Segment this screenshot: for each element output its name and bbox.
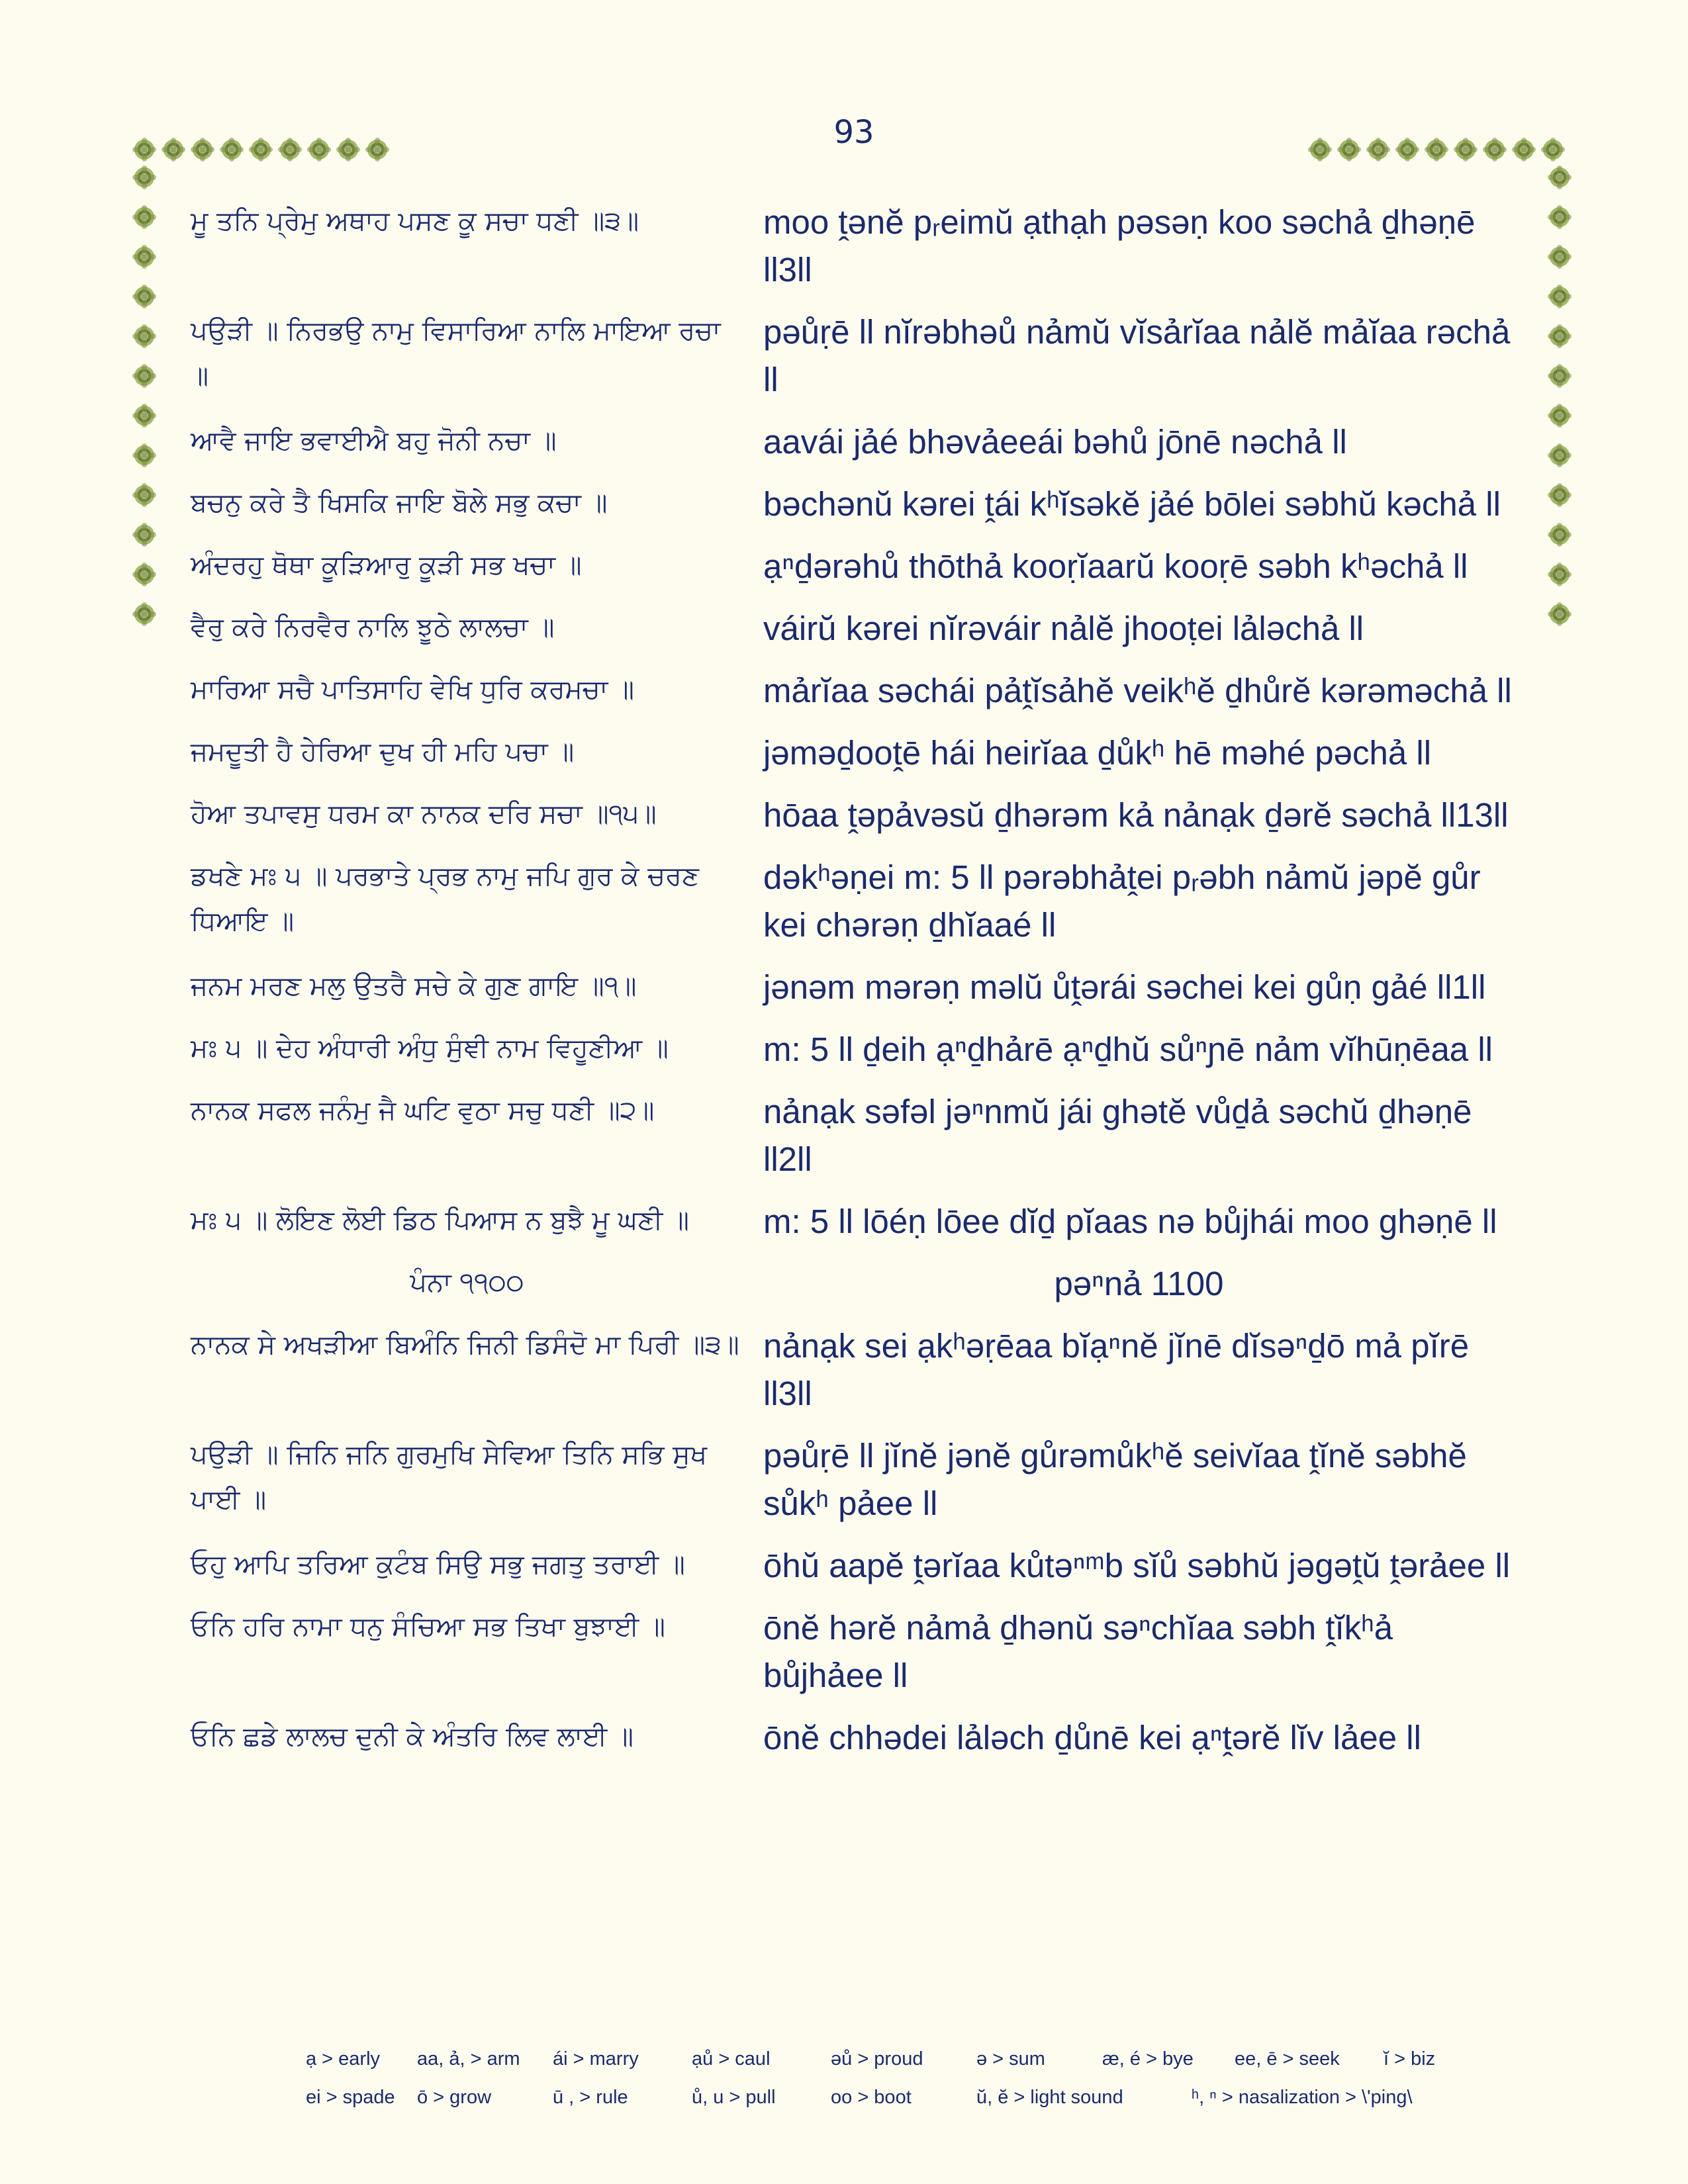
verse-row: [191, 1026, 1515, 1073]
legend-item: ei > spade: [306, 2086, 395, 2108]
flower-icon: [1548, 364, 1571, 388]
page-marker-row: [191, 1260, 1515, 1308]
flower-icon: [1308, 138, 1332, 161]
transliteration-line: ōnĕ hərĕ nảmả ḏhənŭ səⁿchĭaa səbh ṱĭkʰả bůjhảee ll: [763, 1609, 1393, 1694]
transliteration-line: ōhŭ aapĕ ṱərĭaa kůtəⁿᵐb sĭů səbhŭ jəgəṱŭ ṱərảee ll: [763, 1547, 1511, 1584]
transliteration-line: aavái jảé bhəvảeeái bəhů jōnē nəchả ll: [763, 423, 1347, 461]
flower-icon: [132, 245, 156, 269]
gurmukhi-line: ਮਃ ੫ ॥ ਲੋਇਣ ਲੋਈ ਡਿਠ ਪਿਆਸ ਨ ਬੁਝੈ ਮੂ ਘਣੀ ॥: [191, 1205, 689, 1236]
verse-row: [191, 1198, 1515, 1246]
legend-item: ů, u > pull: [692, 2086, 776, 2108]
flower-icon: [132, 523, 156, 547]
flower-icon: [132, 364, 156, 388]
top-left-flower-border: [132, 138, 389, 164]
flower-icon: [1548, 443, 1571, 467]
pronunciation-legend: [306, 2040, 1497, 2116]
flower-icon: [132, 324, 156, 348]
gurmukhi-line: ਜਮਦੂਤੀ ਹੈ ਹੇਰਿਆ ਦੁਖ ਹੀ ਮਹਿ ਪਚਾ ॥: [191, 737, 575, 767]
flower-icon: [278, 138, 302, 161]
transliteration-line: dəkʰəṇei m: 5 ll pərəbhảṱei pᵣəbh nảmŭ jəpĕ gůr kei chərəṇ ḏhĭaaé ll: [763, 858, 1481, 944]
verse-row: [191, 792, 1515, 839]
flower-icon: [132, 483, 156, 507]
gurmukhi-line: ਓਹੁ ਆਪਿ ਤਰਿਆ ਕੁਟੰਬ ਸਿਉ ਸਭੁ ਜਗਤੁ ਤਰਾਈ ॥: [191, 1549, 685, 1580]
gurmukhi-line: ਪਉੜੀ ॥ ਨਿਰਭਉ ਨਾਮੁ ਵਿਸਾਰਿਆ ਨਾਲਿ ਮਾਇਆ ਰਚਾ ॥: [191, 316, 721, 391]
flower-icon: [1548, 483, 1571, 507]
verse-row: [191, 1714, 1515, 1762]
transliteration-line: ạⁿḏərəhů thōthả kooṛĭaarŭ kooṛē səbh kʰəchả ll: [763, 547, 1468, 585]
gurmukhi-line: ਡਖਣੇ ਮਃ ੫ ॥ ਪਰਭਾਤੇ ਪ੍ਰਭ ਨਾਮੁ ਜਪਿ ਗੁਰ ਕੇ ਚਰਣ ਧਿਆਇ ॥: [191, 861, 699, 936]
legend-item: ʰ, ⁿ > nasalization > \'ping\: [1192, 2086, 1413, 2108]
flower-icon: [1548, 602, 1571, 626]
gurmukhi-line: ਨਾਨਕ ਸਫਲ ਜਨੰਮੁ ਜੈ ਘਟਿ ਵੁਠਾ ਸਚੁ ਧਣੀ ॥੨॥: [191, 1095, 655, 1126]
transliteration-line: moo ṱənĕ pᵣeimŭ ạthạh pəsəṇ koo səchả ḏhəṇē ll3ll: [763, 203, 1476, 289]
verse-row: [191, 667, 1515, 715]
flower-icon: [132, 138, 156, 161]
flower-icon: [1366, 138, 1390, 161]
legend-item: ə > sum: [976, 2048, 1045, 2070]
verse-row: [191, 1322, 1515, 1418]
flower-icon: [249, 138, 273, 161]
verse-row: [191, 543, 1515, 590]
legend-row: [306, 2040, 1497, 2078]
flower-icon: [1548, 404, 1571, 428]
flower-icon: [191, 138, 214, 161]
flower-icon: [1548, 285, 1571, 308]
verse-row: [191, 605, 1515, 653]
gurmukhi-line: ਮਾਰਿਆ ਸਚੈ ਪਾਤਿਸਾਹਿ ਵੇਖਿ ਧੁਰਿ ਕਰਮਚਾ ॥: [191, 674, 635, 705]
legend-item: ō > grow: [417, 2086, 492, 2108]
gurmukhi-line: ਆਵੈ ਜਾਇ ਭਵਾਈਐ ਬਹੁ ਜੋਨੀ ਨਚਾ ॥: [191, 426, 557, 456]
flower-icon: [1548, 165, 1571, 189]
left-flower-border: [132, 165, 159, 626]
gurmukhi-line: ਮਃ ੫ ॥ ਦੇਹ ਅੰਧਾਰੀ ਅੰਧੁ ਸੁੰਞੀ ਨਾਮ ਵਿਹੂਣੀਆ ॥: [191, 1033, 669, 1064]
legend-item: aa, ả, > arm: [417, 2048, 520, 2070]
flower-icon: [1548, 205, 1571, 229]
legend-item: ái > marry: [553, 2048, 639, 2070]
flower-icon: [1548, 324, 1571, 348]
gurmukhi-line: ਜਨਮ ਮਰਣ ਮਲੁ ਉਤਰੈ ਸਚੇ ਕੇ ਗੁਣ ਗਾਇ ॥੧॥: [191, 971, 637, 1001]
transliteration-line: hōaa ṱəpảvəsŭ ḏhərəm kả nảnạk ḏərĕ səchả ll13ll: [763, 796, 1509, 834]
gurmukhi-line: ਬਚਨੁ ਕਰੇ ਤੈ ਖਿਸਕਿ ਜਾਇ ਬੋਲੇ ਸਭੁ ਕਚਾ ॥: [191, 488, 608, 518]
legend-item: oo > boot: [831, 2086, 912, 2108]
verse-row: [191, 1604, 1515, 1700]
gurmukhi-line: ਪਉੜੀ ॥ ਜਿਨਿ ਜਨਿ ਗੁਰਮੁਖਿ ਸੇਵਿਆ ਤਿਨਿ ਸਭਿ ਸੁਖ ਪਾਈ ॥: [191, 1439, 708, 1515]
transliteration-line: pəůṛē ll jĭnĕ jənĕ gůrəmůkʰĕ seivĭaa ṱĭnĕ səbhĕ sůkʰ pảee ll: [763, 1437, 1467, 1522]
legend-item: ū , > rule: [553, 2086, 628, 2108]
transliteration-line: m: 5 ll ḏeih ạⁿḏhảrē ạⁿḏhŭ sůⁿɲē nảm vĭhūṇēaa ll: [763, 1030, 1493, 1068]
flower-icon: [220, 138, 244, 161]
verse-row: [191, 1088, 1515, 1183]
flower-icon: [162, 138, 185, 161]
flower-icon: [1548, 563, 1571, 586]
transliteration-line: pəůṛē ll nĭrəbhəů nảmŭ vĭsảrĭaa nảlĕ mảĭaa rəchả ll: [763, 313, 1511, 398]
transliteration-line: jəməḏooṱē hái heirĭaa ḏůkʰ hē məhé pəchả ll: [763, 734, 1432, 772]
verse-row: [191, 1432, 1515, 1527]
flower-icon: [365, 138, 389, 161]
gurmukhi-line: ਮੂ ਤਨਿ ਪ੍ਰੇਮੁ ਅਥਾਹ ਪਸਣ ਕੂ ਸਚਾ ਧਣੀ ॥੩॥: [191, 206, 639, 236]
flower-icon: [1548, 245, 1571, 269]
transliteration-line: jənəm mərəṇ məlŭ ůṱərái səchei kei gůṇ gảé ll1ll: [763, 968, 1486, 1006]
flower-icon: [132, 205, 156, 229]
verse-table: [191, 199, 1515, 1776]
flower-icon: [307, 138, 331, 161]
legend-item: ŭ, ĕ > light sound: [976, 2086, 1123, 2108]
legend-item: əů > proud: [831, 2048, 923, 2070]
flower-icon: [132, 285, 156, 308]
verse-row: [191, 1542, 1515, 1590]
transliteration-line: váirŭ kərei nĭrəváir nảlĕ jhooṭei lảləchả ll: [763, 610, 1364, 647]
flower-icon: [1541, 138, 1565, 161]
gurmukhi-line: ਓਨਿ ਛਡੇ ਲਾਲਚ ਦੁਨੀ ਕੇ ਅੰਤਰਿ ਲਿਵ ਲਾਈ ॥: [191, 1721, 633, 1752]
legend-row: [306, 2078, 1497, 2116]
verse-row: [191, 308, 1515, 404]
verse-row: [191, 480, 1515, 528]
page-number: 93: [833, 114, 874, 151]
legend-item: ee, ē > seek: [1235, 2048, 1340, 2070]
flower-icon: [1483, 138, 1507, 161]
verse-row: [191, 418, 1515, 466]
right-flower-border: [1548, 165, 1574, 626]
legend-item: ĭ > biz: [1383, 2048, 1436, 2070]
verse-row: [191, 964, 1515, 1011]
flower-icon: [132, 563, 156, 586]
gurmukhi-line: ਓਨਿ ਹਰਿ ਨਾਮਾ ਧਨੁ ਸੰਚਿਆ ਸਭ ਤਿਖਾ ਬੁਝਾਈ ॥: [191, 1612, 665, 1642]
legend-item: ạů > caul: [692, 2048, 771, 2070]
flower-icon: [132, 602, 156, 626]
gurmukhi-page-marker: ਪੰਨਾ ੧੧੦੦: [410, 1267, 524, 1298]
legend-item: æ, é > bye: [1102, 2048, 1194, 2070]
flower-icon: [336, 138, 360, 161]
verse-row: [191, 199, 1515, 294]
transliteration-line: m: 5 ll lōéṇ lōee dĭḏ pĭaas nə bůjhái moo ghəṇē ll: [763, 1203, 1497, 1240]
top-right-flower-border: [1308, 138, 1565, 164]
transliteration-line: bəchənŭ kərei ṱái kʰĭsəkĕ jảé bōlei səbhŭ kəchả ll: [763, 485, 1501, 523]
transliteration-line: nảnạk sei ạkʰəṛēaa bĭạⁿnĕ jĭnē dĭsəⁿḏō mả pĭrē ll3ll: [763, 1327, 1470, 1412]
flower-icon: [1512, 138, 1536, 161]
verse-row: [191, 854, 1515, 949]
transliteration-page-marker: pəⁿnả 1100: [1054, 1265, 1224, 1302]
flower-icon: [132, 404, 156, 428]
gurmukhi-line: ਵੈਰੁ ਕਰੇ ਨਿਰਵੈਰ ਨਾਲਿ ਝੂਠੇ ਲਾਲਚਾ ॥: [191, 612, 555, 643]
gurmukhi-line: ਅੰਦਰਹੁ ਥੋਥਾ ਕੂੜਿਆਰੁ ਕੂੜੀ ਸਭ ਖਚਾ ॥: [191, 550, 582, 580]
transliteration-line: mảrĭaa səchái pảṱĭsảhĕ veikʰĕ ḏhůrĕ kərəməchả ll: [763, 672, 1512, 709]
flower-icon: [132, 443, 156, 467]
flower-icon: [1337, 138, 1361, 161]
flower-icon: [1395, 138, 1419, 161]
gurmukhi-line: ਹੋਆ ਤਪਾਵਸੁ ਧਰਮ ਕਾ ਨਾਨਕ ਦਰਿ ਸਚਾ ॥੧੫॥: [191, 799, 657, 829]
verse-row: [191, 729, 1515, 777]
gurmukhi-line: ਨਾਨਕ ਸੇ ਅਖੜੀਆ ਬਿਅੰਨਿ ਜਿਨੀ ਡਿਸੰਦੋ ਮਾ ਪਿਰੀ ॥੩॥: [191, 1330, 739, 1360]
transliteration-line: ōnĕ chhədei lảləch ḏůnē kei ạⁿṱərĕ lĭv lảee ll: [763, 1719, 1421, 1756]
transliteration-line: nảnạk səfəl jəⁿnmŭ jái ghətĕ vůḏả səchŭ ḏhəṇē ll2ll: [763, 1093, 1472, 1178]
flower-icon: [1454, 138, 1477, 161]
flower-icon: [132, 165, 156, 189]
legend-item: ạ > early: [306, 2048, 381, 2070]
flower-icon: [1548, 523, 1571, 547]
flower-icon: [1425, 138, 1448, 161]
